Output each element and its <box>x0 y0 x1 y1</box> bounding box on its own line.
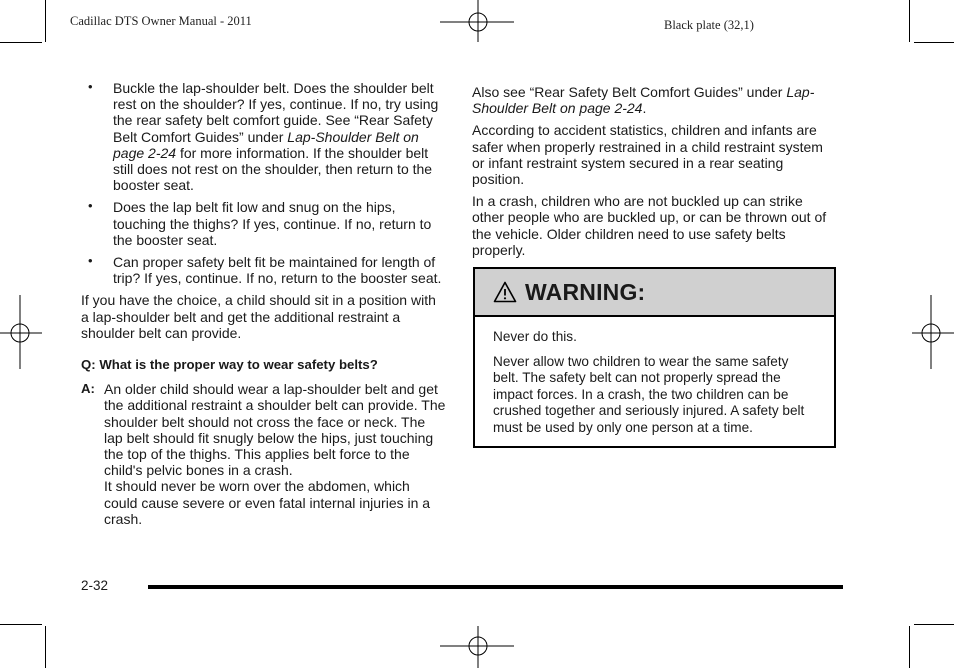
registration-mark-icon <box>440 0 516 44</box>
bullet-icon: • <box>88 79 93 94</box>
page-reference: Lap-Shoulder Belt on page 2-24 <box>472 84 815 117</box>
crop-mark <box>45 0 46 42</box>
warning-triangle-icon <box>493 281 517 303</box>
answer-text: An older child should wear a lap-shoulder belt and get the additional restraint a shoulder belt can provide. The shoulder belt should not cross the face or neck. The lap belt should fit snugly below the hips, just touching the top of the thighs. This applies belt force to the child's pelvic bones in a crash. <box>104 381 446 479</box>
header-manual-title: Cadillac DTS Owner Manual - 2011 <box>70 14 252 28</box>
bullet-text: Does the lap belt fit low and snug on the hips, touching the thighs? If yes, continue. If no, return to the booster seat. <box>113 199 432 248</box>
bullet-icon: • <box>88 198 93 214</box>
crop-mark <box>914 42 954 43</box>
page-number: 2-32 <box>81 578 109 593</box>
answer <box>81 381 446 527</box>
page-reference: Lap-Shoulder Belt on page 2-24 <box>113 128 419 161</box>
body-paragraph: In a crash, children who are not buckled up can strike other people who are buckled up, or can be thrown out of the vehicle. Older children need to use safety belts properly. <box>472 193 827 258</box>
warning-header <box>475 269 834 317</box>
registration-mark-icon <box>0 295 44 371</box>
bullet-text: Can proper safety belt fit be maintained for length of trip? If yes, continue. If no, return to the booster seat. <box>113 254 442 287</box>
warning-body <box>475 317 834 437</box>
bullet-item <box>81 80 446 193</box>
bullet-icon: • <box>88 253 93 269</box>
bullet-item <box>81 254 446 286</box>
crop-mark <box>909 626 910 668</box>
crop-mark <box>914 624 954 625</box>
warning-title: WARNING: <box>525 278 646 305</box>
question: Q: What is the proper way to wear safety belts? <box>81 357 378 373</box>
footer-rule <box>148 585 843 589</box>
warning-text: Never allow two children to wear the same safety belt. The safety belt can not properly spread the impact forces. In a crash, the two children can be crushed together and seriously injured. A safety belt must be used by only one person at a time. <box>493 353 805 435</box>
bullet-text: Buckle the lap-shoulder belt. Does the shoulder belt rest on the shoulder? If yes, continue. If no, try using the rear safety belt comfort guide. See “Rear Safety Belt Comfort Guides” under <box>113 80 439 145</box>
warning-box <box>473 267 836 448</box>
see-also-text: . <box>642 100 647 117</box>
body-paragraph: According to accident statistics, children and infants are safer when properly restrained in a child restraint system or infant restraint system secured in a rear seating position. <box>472 122 823 188</box>
left-column <box>81 80 446 527</box>
crop-mark <box>909 0 910 42</box>
crop-mark <box>0 42 42 43</box>
bullet-item <box>81 199 446 248</box>
answer-tag: A: <box>81 381 95 397</box>
answer-text: It should never be worn over the abdomen, which could cause severe or even fatal internal injuries in a crash. <box>104 478 431 527</box>
see-also-text: Also see “Rear Safety Belt Comfort Guides” under <box>472 84 787 100</box>
bullet-text: for more information. If the shoulder belt still does not rest on the shoulder, then return to the booster seat. <box>113 144 433 194</box>
body-paragraph: If you have the choice, a child should sit in a position with a lap-shoulder belt and get the additional restraint a shoulder belt can provide. <box>81 292 436 341</box>
crop-mark <box>45 626 46 668</box>
crop-mark <box>0 624 42 625</box>
registration-mark-icon <box>910 295 954 371</box>
see-also-paragraph <box>472 84 837 116</box>
header-plate-label: Black plate (32,1) <box>664 18 754 32</box>
registration-mark-icon <box>440 624 516 668</box>
warning-text: Never do this. <box>493 329 577 344</box>
right-column <box>472 84 837 264</box>
